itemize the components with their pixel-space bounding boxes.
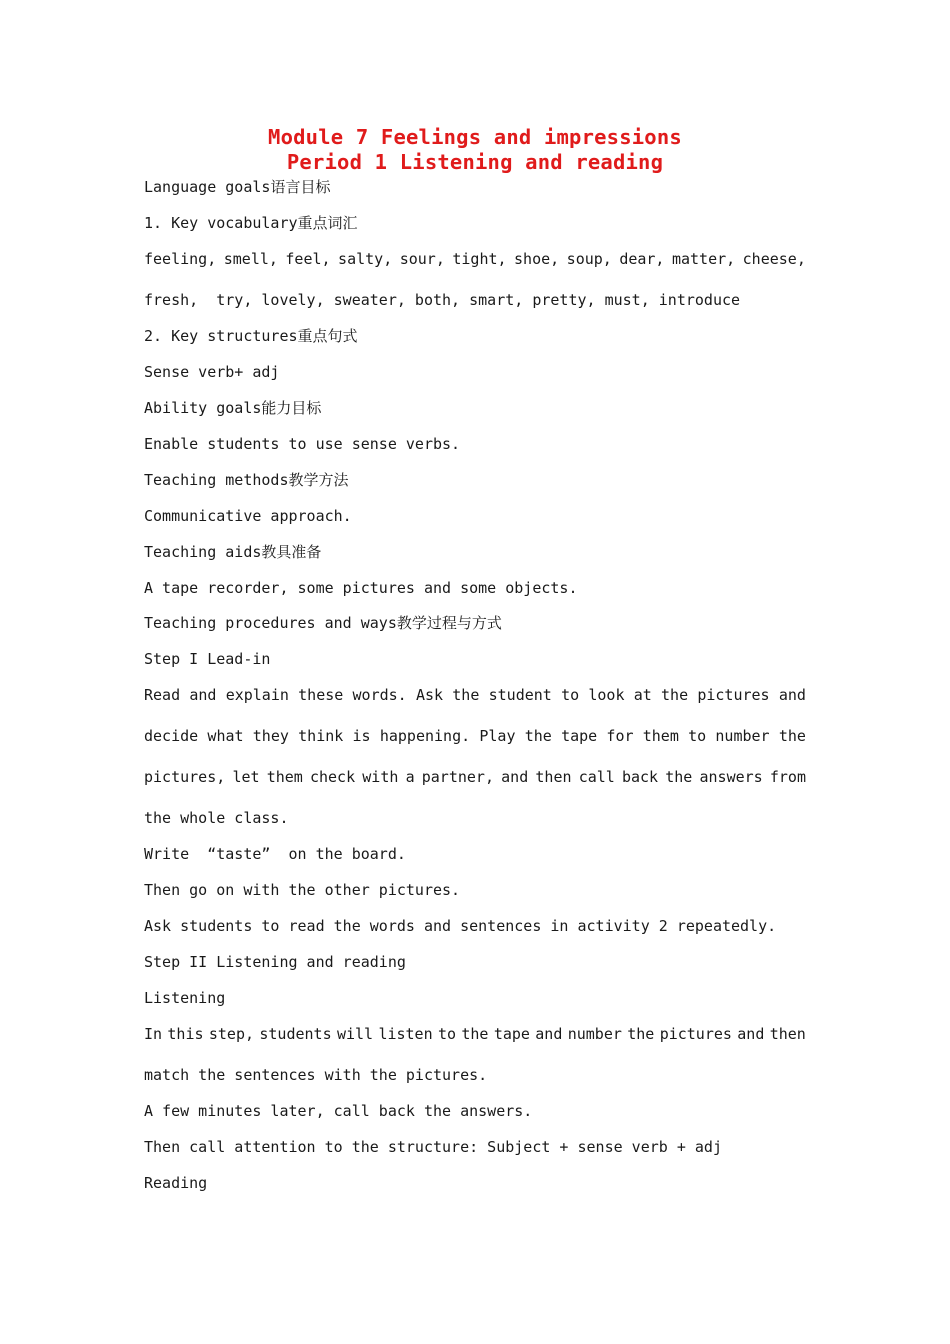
step-1-heading: Step I Lead-in	[144, 650, 271, 668]
para1-line-4: the whole class.	[144, 809, 289, 827]
teaching-methods-heading: Teaching methods教学方法	[144, 471, 349, 489]
write-taste-text: Write “taste” on the board.	[144, 845, 406, 863]
para2-line-1: In this step, students will listen to the tape and number the pictures and then	[144, 1025, 806, 1043]
vocab-line-2: fresh, try, lovely, sweater, both, smart, pretty, must, introduce	[144, 291, 741, 309]
listening-heading: Listening	[144, 989, 226, 1007]
ability-goals-heading: Ability goals能力目标	[144, 399, 322, 417]
period-title: Period 1 Listening and reading	[286, 150, 664, 174]
reading-heading: Reading	[144, 1174, 208, 1192]
module-title: Module 7 Feelings and impressions	[268, 125, 682, 149]
para1-line-3: pictures, let them check with a partner, and then call back the answers from	[144, 768, 806, 786]
structure-text: Sense verb+ adj	[144, 363, 280, 381]
ask-read-text: Ask students to read the words and sentences in activity 2 repeatedly.	[144, 917, 777, 935]
procedures-heading: Teaching procedures and ways教学过程与方式	[144, 614, 502, 632]
teaching-aids-heading: Teaching aids教具准备	[144, 543, 322, 561]
call-attention-text: Then call attention to the structure: Subject + sense verb + adj	[144, 1138, 722, 1156]
vocab-line-1: feeling, smell, feel, salty, sour, tight, shoe, soup, dear, matter, cheese,	[144, 250, 806, 268]
key-structures-heading: 2. Key structures重点句式	[144, 327, 358, 345]
then-go-text: Then go on with the other pictures.	[144, 881, 461, 899]
para1-line-1: Read and explain these words. Ask the student to look at the pictures and	[144, 686, 806, 704]
few-minutes-text: A few minutes later, call back the answers.	[144, 1102, 533, 1120]
para1-line-2: decide what they think is happening. Play the tape for them to number the	[144, 727, 806, 745]
ability-text: Enable students to use sense verbs.	[144, 435, 461, 453]
methods-text: Communicative approach.	[144, 507, 352, 525]
language-goals-heading: Language goals语言目标	[144, 178, 331, 196]
aids-text: A tape recorder, some pictures and some objects.	[144, 579, 578, 597]
para2-line-2: match the sentences with the pictures.	[144, 1066, 488, 1084]
key-vocabulary-heading: 1. Key vocabulary重点词汇	[144, 214, 358, 232]
step-2-heading: Step II Listening and reading	[144, 953, 406, 971]
